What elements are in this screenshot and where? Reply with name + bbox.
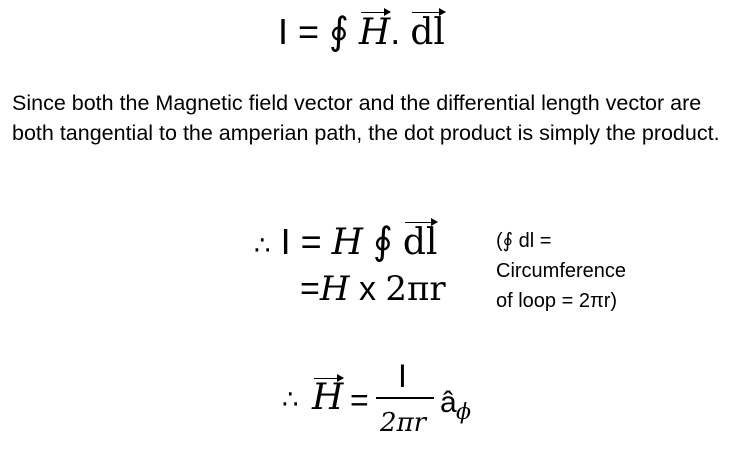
eq4-field-vector-H: H — [312, 377, 344, 418]
note-line-1: (∮ dl = — [496, 230, 552, 252]
unit-vector-a: â — [440, 386, 457, 419]
fraction-bar — [376, 397, 434, 399]
eq3-H: H — [319, 269, 350, 309]
eq1-differential-length-dl: dl — [410, 10, 445, 56]
therefore-symbol: ∴ — [254, 231, 271, 261]
eq1-dot: . — [390, 11, 401, 52]
eq4-therefore-symbol: ∴ — [282, 385, 299, 415]
circumference-note — [496, 226, 626, 316]
eq3-two-pi-r: 2πr — [385, 269, 446, 309]
fraction-denominator: 2πr — [380, 408, 427, 438]
explanation-paragraph: Since both the Magnetic field vector and the differential length vector are both tangential to the amperian path, the dot product is simply the product. — [12, 91, 720, 145]
note-line-3: of loop = 2πr) — [496, 290, 618, 312]
eq3-times: x — [358, 270, 376, 308]
equation-ampere-integral — [278, 8, 445, 56]
eq2-differential-length-dl: dl — [403, 220, 438, 266]
eq2-H: H — [331, 222, 364, 263]
fraction-numerator: I — [398, 358, 407, 394]
eq1-lhs: I = — [278, 11, 320, 52]
eq4-equals: = — [350, 382, 369, 418]
equation-circumference-product — [300, 266, 446, 312]
contour-integral-symbol: ∮ — [373, 219, 393, 263]
eq3-equals: = — [300, 270, 320, 308]
unit-vector-subscript-phi: ϕ — [456, 400, 471, 425]
eq2-lhs: I = — [280, 221, 322, 262]
equation-therefore-current — [254, 218, 437, 269]
note-line-2: Circumference — [496, 260, 627, 282]
contour-integral-symbol: ∮ — [329, 9, 349, 53]
eq1-field-vector-H: H — [359, 10, 390, 56]
